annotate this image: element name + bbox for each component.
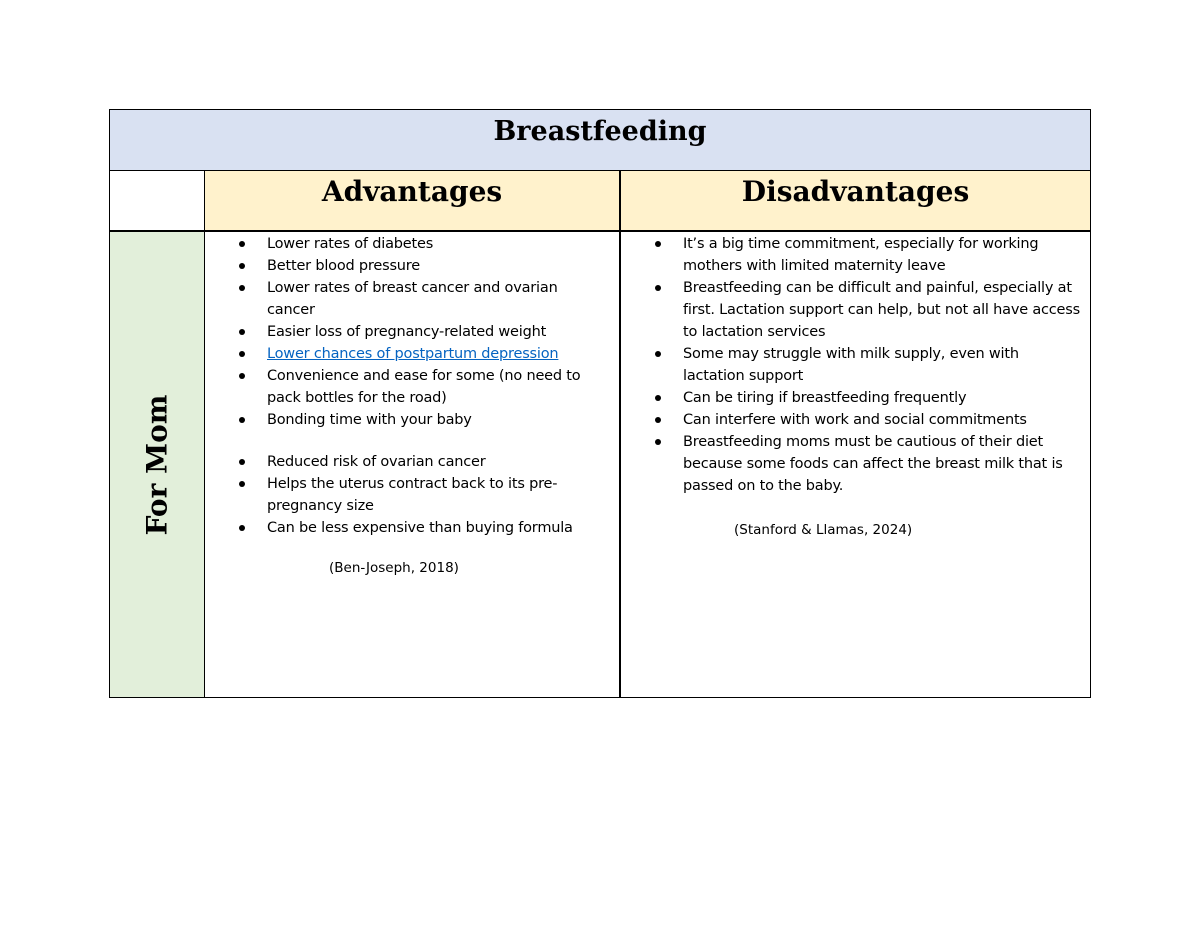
disadvantages-header: Disadvantages bbox=[741, 175, 970, 208]
list-item: Lower rates of breast cancer and ovarian cancer bbox=[205, 277, 619, 321]
advantages-cell bbox=[205, 232, 621, 697]
list-item: Bonding time with your baby bbox=[205, 409, 619, 431]
bullet-icon bbox=[239, 241, 245, 247]
bullet-icon bbox=[655, 417, 661, 423]
list-item: Helps the uterus contract back to its pre-pregnancy size bbox=[205, 473, 619, 517]
disadvantages-list bbox=[621, 233, 1090, 497]
for-mom-row-header: For Mom bbox=[140, 394, 174, 535]
list-item: Breastfeeding can be difficult and painful, especially at first. Lactation support can help, but not all have access to lactation services bbox=[621, 277, 1090, 343]
breastfeeding-table bbox=[109, 109, 1091, 698]
list-item: Convenience and ease for some (no need to pack bottles for the road) bbox=[205, 365, 619, 409]
list-item: It’s a big time commitment, especially for working mothers with limited maternity leave bbox=[621, 233, 1090, 277]
for-mom-row-header-cell bbox=[110, 232, 205, 697]
bullet-icon bbox=[239, 351, 245, 357]
bullet-icon bbox=[239, 329, 245, 335]
list-item: Better blood pressure bbox=[205, 255, 619, 277]
table-title-cell bbox=[110, 110, 1090, 171]
bullet-icon bbox=[239, 373, 245, 379]
disadvantages-citation: (Stanford & Llamas, 2024) bbox=[734, 522, 913, 538]
bullet-icon bbox=[655, 439, 661, 445]
list-item: Can interfere with work and social commitments bbox=[621, 409, 1090, 431]
list-item: Can be less expensive than buying formula bbox=[205, 517, 619, 539]
list-item: Some may struggle with milk supply, even with lactation support bbox=[621, 343, 1090, 387]
advantages-header: Advantages bbox=[321, 175, 503, 208]
bullet-icon bbox=[239, 285, 245, 291]
empty-corner-cell bbox=[110, 171, 205, 232]
advantages-list-continued bbox=[205, 451, 619, 539]
advantages-list bbox=[205, 233, 619, 431]
advantages-citation: (Ben-Joseph, 2018) bbox=[329, 560, 459, 576]
list-item bbox=[205, 343, 619, 365]
list-item: Can be tiring if breastfeeding frequently bbox=[621, 387, 1090, 409]
bullet-icon bbox=[239, 481, 245, 487]
bullet-icon bbox=[239, 459, 245, 465]
list-item: Easier loss of pregnancy-related weight bbox=[205, 321, 619, 343]
table-title: Breastfeeding bbox=[493, 116, 707, 147]
bullet-icon bbox=[239, 417, 245, 423]
list-item: Lower rates of diabetes bbox=[205, 233, 619, 255]
postpartum-depression-link[interactable]: Lower chances of postpartum depression bbox=[267, 346, 559, 362]
bullet-icon bbox=[655, 241, 661, 247]
disadvantages-cell bbox=[621, 232, 1090, 697]
list-item: Breastfeeding moms must be cautious of their diet because some foods can affect the breast milk that is passed on to the baby. bbox=[621, 431, 1090, 497]
bullet-icon bbox=[239, 525, 245, 531]
bullet-icon bbox=[239, 263, 245, 269]
bullet-icon bbox=[655, 285, 661, 291]
bullet-icon bbox=[655, 395, 661, 401]
advantages-header-cell bbox=[205, 171, 621, 232]
list-item: Reduced risk of ovarian cancer bbox=[205, 451, 619, 473]
disadvantages-header-cell bbox=[621, 171, 1090, 232]
bullet-icon bbox=[655, 351, 661, 357]
